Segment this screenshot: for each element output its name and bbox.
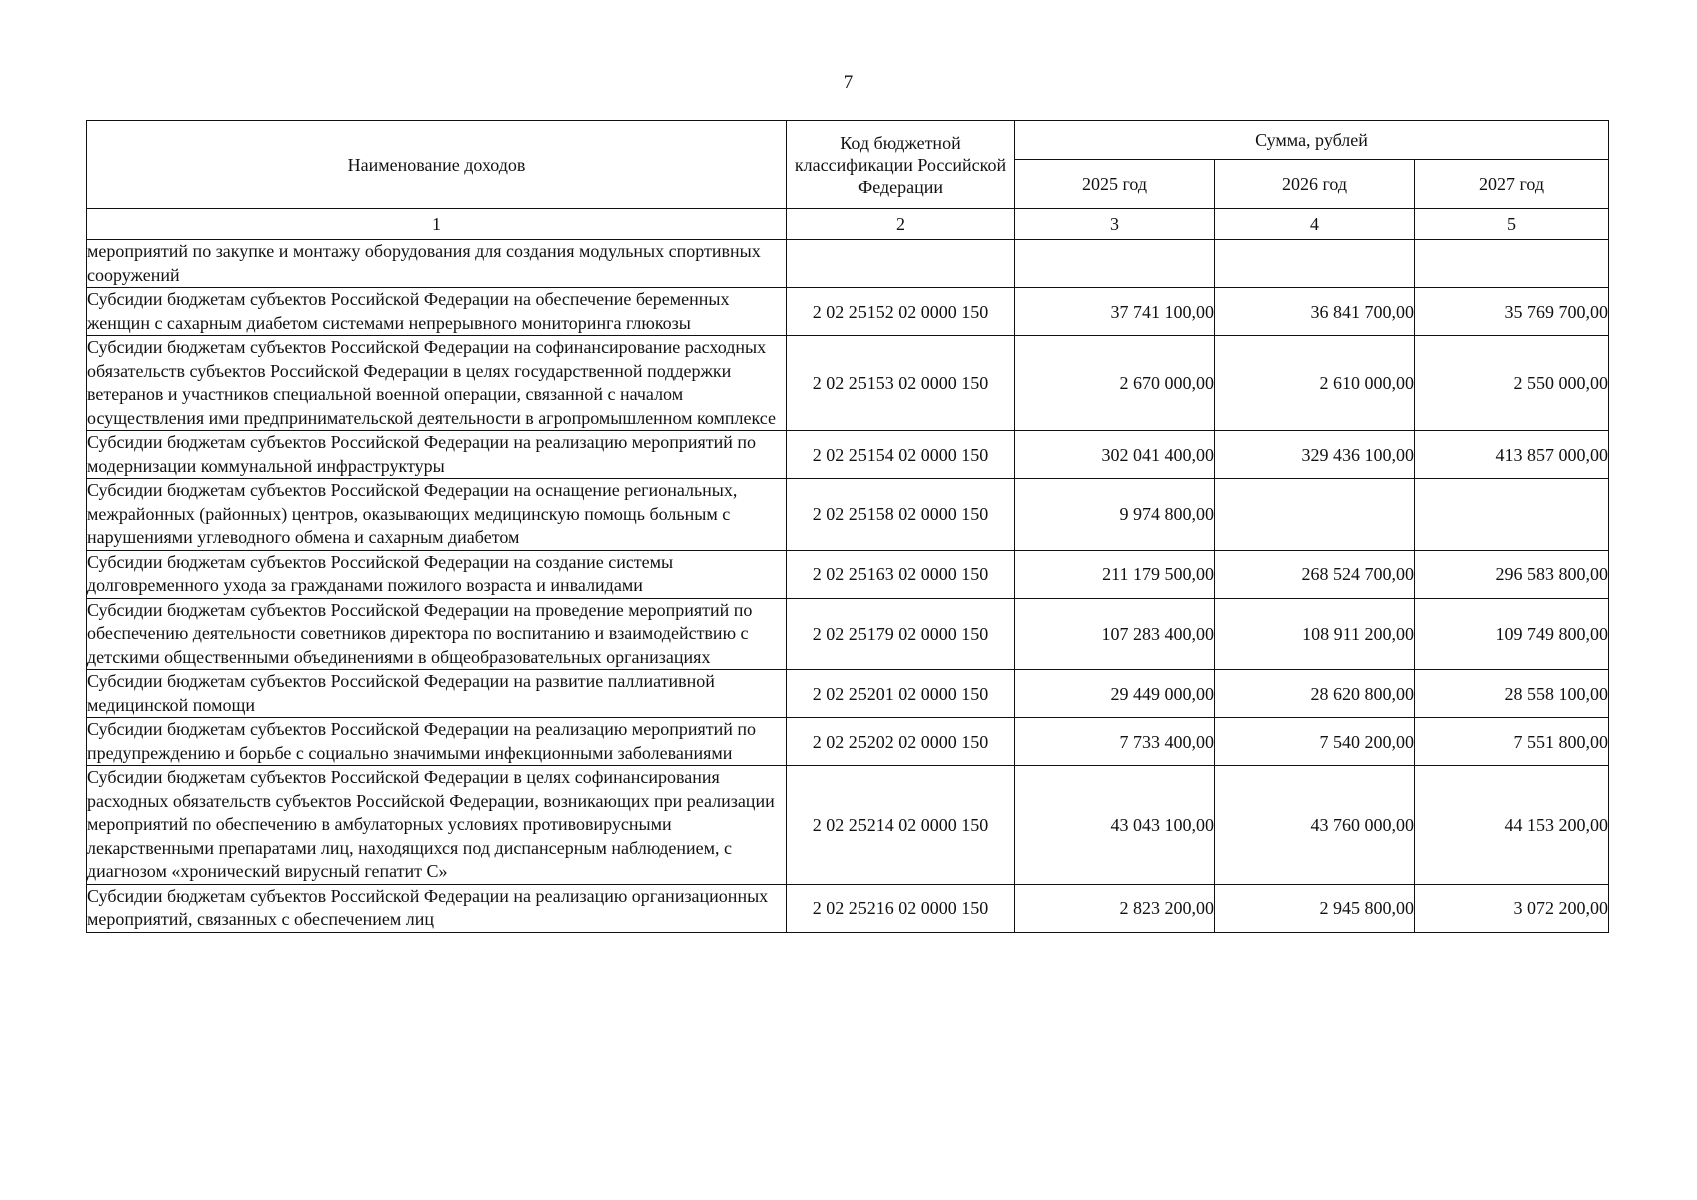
budget-code-cell: 2 02 25152 02 0000 150 <box>787 288 1015 336</box>
amount-2027-cell: 3 072 200,00 <box>1415 884 1609 932</box>
amount-2025-cell: 2 670 000,00 <box>1015 336 1215 431</box>
amount-2027-cell: 109 749 800,00 <box>1415 598 1609 670</box>
revenue-name-cell: Субсидии бюджетам субъектов Российской Федерации на реализацию организационных мероприятий, связанных с обеспечением лиц <box>87 884 787 932</box>
amount-2027-cell: 413 857 000,00 <box>1415 431 1609 479</box>
page-number: 7 <box>843 72 854 93</box>
budget-code-cell: 2 02 25158 02 0000 150 <box>787 479 1015 551</box>
revenue-name-cell: Субсидии бюджетам субъектов Российской Федерации на проведение мероприятий по обеспечению деятельности советников директора по воспитанию и взаимодействию с детскими общественными объединениями в общеобразовательных организациях <box>87 598 787 670</box>
table-row <box>87 336 1609 431</box>
header-year-2025: 2025 год <box>1015 160 1215 209</box>
column-number-row <box>87 209 1609 240</box>
amount-2026-cell <box>1215 479 1415 551</box>
amount-2027-cell: 44 153 200,00 <box>1415 766 1609 885</box>
budget-code-cell: 2 02 25202 02 0000 150 <box>787 718 1015 766</box>
amount-2025-cell: 7 733 400,00 <box>1015 718 1215 766</box>
amount-2027-cell: 296 583 800,00 <box>1415 550 1609 598</box>
column-number: 5 <box>1415 209 1609 240</box>
amount-2025-cell: 2 823 200,00 <box>1015 884 1215 932</box>
amount-2026-cell: 108 911 200,00 <box>1215 598 1415 670</box>
amount-2025-cell: 107 283 400,00 <box>1015 598 1215 670</box>
table-row <box>87 718 1609 766</box>
column-number: 4 <box>1215 209 1415 240</box>
amount-2025-cell: 43 043 100,00 <box>1015 766 1215 885</box>
amount-2025-cell: 302 041 400,00 <box>1015 431 1215 479</box>
revenue-name-cell: Субсидии бюджетам субъектов Российской Федерации на развитие паллиативной медицинской помощи <box>87 670 787 718</box>
table-row <box>87 431 1609 479</box>
header-budget-code: Код бюджетной классификации Российской Федерации <box>787 121 1015 209</box>
header-year-2027: 2027 год <box>1415 160 1609 209</box>
budget-code-cell: 2 02 25214 02 0000 150 <box>787 766 1015 885</box>
amount-2026-cell: 43 760 000,00 <box>1215 766 1415 885</box>
header-revenue-name: Наименование доходов <box>87 121 787 209</box>
amount-2027-cell: 28 558 100,00 <box>1415 670 1609 718</box>
amount-2027-cell <box>1415 240 1609 288</box>
budget-code-cell: 2 02 25216 02 0000 150 <box>787 884 1015 932</box>
table-row <box>87 240 1609 288</box>
revenue-name-cell: Субсидии бюджетам субъектов Российской Федерации на оснащение региональных, межрайонных (районных) центров, оказывающих медицинскую помощь больным с нарушениями углеводного обмена и сахарным диабетом <box>87 479 787 551</box>
amount-2025-cell: 29 449 000,00 <box>1015 670 1215 718</box>
revenue-name-cell: Субсидии бюджетам субъектов Российской Федерации на реализацию мероприятий по предупреждению и борьбе с социально значимыми инфекционными заболеваниями <box>87 718 787 766</box>
header-sum: Сумма, рублей <box>1015 121 1609 160</box>
amount-2026-cell: 36 841 700,00 <box>1215 288 1415 336</box>
table-row <box>87 766 1609 885</box>
revenue-name-cell: Субсидии бюджетам субъектов Российской Федерации в целях софинансирования расходных обязательств субъектов Российской Федерации, возникающих при реализации мероприятий по обеспечению в амбулаторных условиях противовирусными лекарственными препаратами лиц, находящихся под диспансерным наблюдением, с диагнозом «хронический вирусный гепатит С» <box>87 766 787 885</box>
budget-revenue-table <box>86 120 1609 933</box>
budget-code-cell: 2 02 25163 02 0000 150 <box>787 550 1015 598</box>
column-number: 2 <box>787 209 1015 240</box>
amount-2025-cell: 9 974 800,00 <box>1015 479 1215 551</box>
amount-2026-cell: 329 436 100,00 <box>1215 431 1415 479</box>
column-number: 3 <box>1015 209 1215 240</box>
column-number: 1 <box>87 209 787 240</box>
amount-2025-cell: 37 741 100,00 <box>1015 288 1215 336</box>
amount-2026-cell: 2 945 800,00 <box>1215 884 1415 932</box>
revenue-name-cell: Субсидии бюджетам субъектов Российской Федерации на софинансирование расходных обязательств субъектов Российской Федерации в целях государственной поддержки ветеранов и участников специальной военной операции, связанной с началом осуществления ими предпринимательской деятельности в агропромышленном комплексе <box>87 336 787 431</box>
amount-2027-cell: 7 551 800,00 <box>1415 718 1609 766</box>
budget-code-cell: 2 02 25201 02 0000 150 <box>787 670 1015 718</box>
table-row <box>87 550 1609 598</box>
budget-code-cell: 2 02 25153 02 0000 150 <box>787 336 1015 431</box>
table-row <box>87 670 1609 718</box>
table-header <box>87 121 1609 209</box>
amount-2026-cell: 268 524 700,00 <box>1215 550 1415 598</box>
table-row <box>87 479 1609 551</box>
amount-2027-cell: 2 550 000,00 <box>1415 336 1609 431</box>
revenue-name-cell: Субсидии бюджетам субъектов Российской Федерации на реализацию мероприятий по модернизации коммунальной инфраструктуры <box>87 431 787 479</box>
budget-code-cell: 2 02 25154 02 0000 150 <box>787 431 1015 479</box>
amount-2026-cell: 7 540 200,00 <box>1215 718 1415 766</box>
budget-code-cell <box>787 240 1015 288</box>
budget-code-cell: 2 02 25179 02 0000 150 <box>787 598 1015 670</box>
amount-2027-cell <box>1415 479 1609 551</box>
amount-2025-cell <box>1015 240 1215 288</box>
table-row <box>87 288 1609 336</box>
amount-2026-cell: 28 620 800,00 <box>1215 670 1415 718</box>
amount-2025-cell: 211 179 500,00 <box>1015 550 1215 598</box>
amount-2026-cell <box>1215 240 1415 288</box>
table-row <box>87 598 1609 670</box>
amount-2026-cell: 2 610 000,00 <box>1215 336 1415 431</box>
amount-2027-cell: 35 769 700,00 <box>1415 288 1609 336</box>
revenue-name-cell: мероприятий по закупке и монтажу оборудования для создания модульных спортивных сооружений <box>87 240 787 288</box>
header-year-2026: 2026 год <box>1215 160 1415 209</box>
table-row <box>87 884 1609 932</box>
revenue-name-cell: Субсидии бюджетам субъектов Российской Федерации на создание системы долговременного ухода за гражданами пожилого возраста и инвалидами <box>87 550 787 598</box>
revenue-name-cell: Субсидии бюджетам субъектов Российской Федерации на обеспечение беременных женщин с сахарным диабетом системами непрерывного мониторинга глюкозы <box>87 288 787 336</box>
